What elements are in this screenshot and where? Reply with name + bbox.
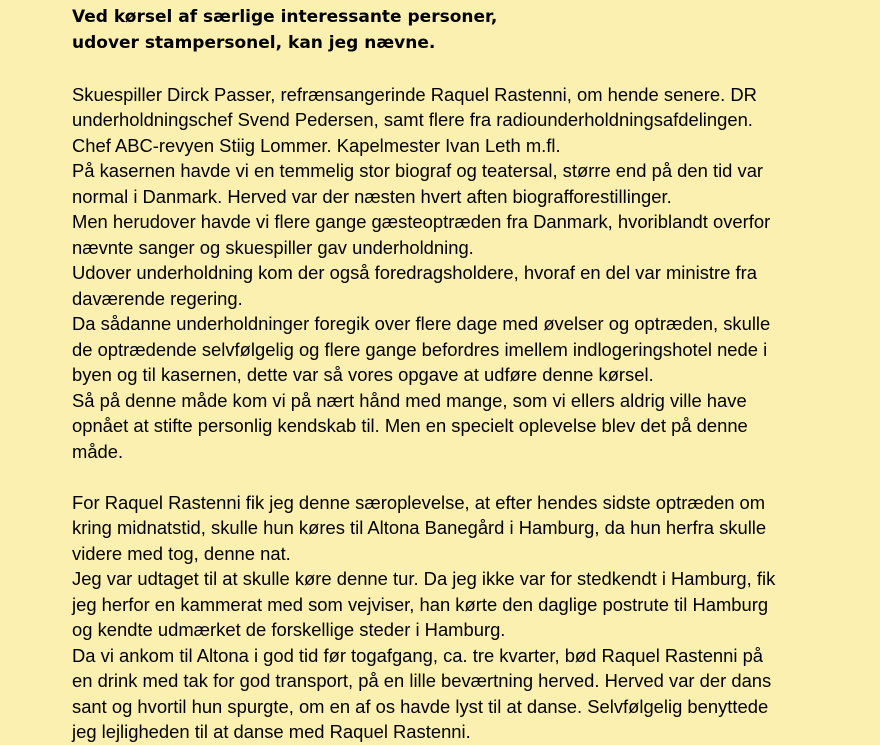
body-line: Men herudover havde vi flere gange gæsteoptræden fra Danmark, hvoriblandt overfor: [72, 211, 771, 232]
body-line: videre med tog, denne nat.: [72, 542, 291, 564]
body-line: og kendte udmærket de forskellige steder i Hamburg.: [72, 619, 506, 640]
body-line: en drink med tak for god transport, på en lille beværtning herved. Herved var der dans: [72, 670, 772, 691]
body-line: underholdningschef Svend Pedersen, samt flere fra radiounderholdningsafdelingen.: [72, 109, 753, 130]
body-line: nævnte sanger og skuespiller gav underholdning.: [72, 236, 474, 258]
body-line: kring midnatstid, skulle hun køres til Altona Banegård i Hamburg, da hun herfra skulle: [72, 517, 767, 538]
body-line: de optrædende selvfølgelig og flere gange befordres imellem indlogeringshotel nede i: [72, 338, 768, 360]
paragraph-gap: [72, 56, 880, 82]
body-line: normal i Danmark. Herved var der næsten hvert aften biografforestillinger.: [72, 185, 672, 207]
body-line: jeg herfor en kammerat med som vejviser, han kørte den daglige postrute til Hamburg: [72, 593, 769, 615]
heading-line: Ved kørsel af særlige interessante personer,: [72, 7, 498, 27]
body-section-rastenni: [72, 490, 880, 745]
body-line: Jeg var udtaget til at skulle køre denne tur. Da jeg ikke var for stedkendt i Hamburg, fik: [72, 568, 776, 589]
body-line: Da vi ankom til Altona i god tid før togafgang, ca. tre kvarter, bød Raquel Rastenni på: [72, 644, 764, 666]
heading-line: udover stampersonel, kan jeg nævne.: [72, 32, 436, 53]
body-line: byen og til kasernen, dette var så vores opgave at udføre denne kørsel.: [72, 364, 654, 385]
body-section-performers: [72, 82, 880, 465]
body-line: daværende regering.: [72, 287, 243, 309]
body-line: For Raquel Rastenni fik jeg denne særoplevelse, at efter hendes sidste optræden om: [72, 491, 766, 513]
body-line: Så på denne måde kom vi på nært hånd med mange, som vi ellers aldrig ville have: [72, 389, 747, 411]
paragraph-gap: [72, 464, 880, 490]
body-line: På kasernen havde vi en temmelig stor biograf og teatersal, større end på den tid var: [72, 160, 764, 181]
document-heading: [72, 5, 880, 56]
body-line: sant og hvortil hun spurgte, om en af os havde lyst til at danse. Selvfølgelig benyttede: [72, 695, 769, 717]
body-line: Udover underholdning kom der også foredragsholdere, hvoraf en del var ministre fra: [72, 262, 757, 283]
body-line: Chef ABC-revyen Stiig Lommer. Kapelmester Ivan Leth m.fl.: [72, 134, 561, 156]
body-line: måde.: [72, 440, 124, 462]
body-line: Da sådanne underholdninger foregik over flere dage med øvelser og optræden, skulle: [72, 313, 771, 334]
document-page: [72, 5, 880, 745]
body-line: Skuespiller Dirck Passer, refrænsangerinde Raquel Rastenni, om hende senere. DR: [72, 83, 757, 105]
body-line: jeg lejligheden til at danse med Raquel Rastenni.: [72, 721, 471, 742]
body-line: opnået at stifte personlig kendskab til. Men en specielt oplevelse blev det på denne: [72, 415, 748, 436]
